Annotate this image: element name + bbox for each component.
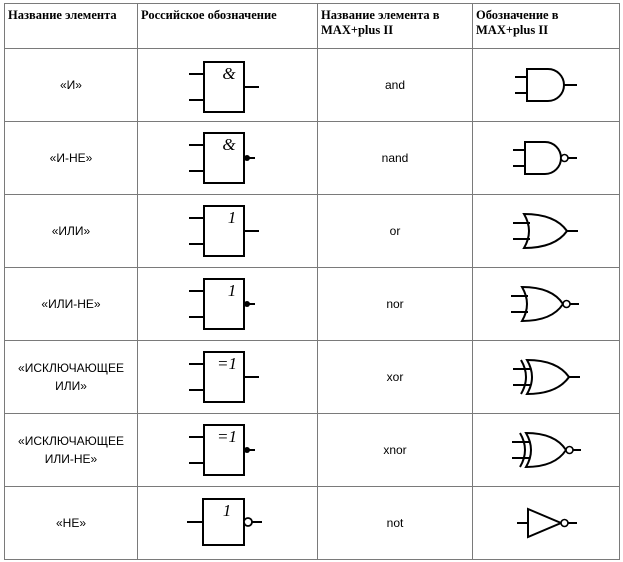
max-or-gate-icon — [501, 201, 591, 261]
element-name-xnor: «ИСКЛЮЧАЮЩЕЕ ИЛИ-НЕ» — [5, 414, 138, 487]
max-name-nor: nor — [318, 268, 473, 341]
russian-and-label: & — [221, 64, 236, 83]
table-row-nand — [5, 122, 620, 195]
element-name-nor: «ИЛИ-НЕ» — [5, 268, 138, 341]
max-symbol-cell-xor — [473, 341, 620, 414]
max-symbol-cell-nor — [473, 268, 620, 341]
russian-not-gate-icon — [183, 493, 273, 553]
russian-nand-label: & — [221, 135, 236, 154]
max-symbol-cell-or — [473, 195, 620, 268]
header-russian-symbol: Российское обозначение — [138, 4, 318, 49]
russian-symbol-cell-and — [138, 49, 318, 122]
russian-or-gate-icon — [183, 201, 273, 261]
max-name-nand: nand — [318, 122, 473, 195]
element-name-xor: «ИСКЛЮЧАЮЩЕЕ ИЛИ» — [5, 341, 138, 414]
russian-xor-label: =1 — [216, 354, 237, 373]
russian-and-gate-icon — [183, 55, 273, 115]
russian-symbol-cell-xnor — [138, 414, 318, 487]
max-xor-gate-icon — [501, 347, 591, 407]
max-not-gate-icon — [501, 493, 591, 553]
max-name-xor: xor — [318, 341, 473, 414]
table-row-nor — [5, 268, 620, 341]
element-name-not: «НЕ» — [5, 487, 138, 560]
russian-symbol-cell-or — [138, 195, 318, 268]
max-name-or: or — [318, 195, 473, 268]
russian-not-label: 1 — [222, 501, 231, 520]
russian-or-label: 1 — [227, 208, 236, 227]
header-max-name: Название элемента в MAX+plus II — [318, 4, 473, 49]
russian-nand-gate-icon — [183, 128, 273, 188]
table-row-xnor — [5, 414, 620, 487]
russian-symbol-cell-nand — [138, 122, 318, 195]
header-max-symbol: Обозначение в MAX+plus II — [473, 4, 620, 49]
max-name-and: and — [318, 49, 473, 122]
element-name-nand: «И-НЕ» — [5, 122, 138, 195]
max-name-xnor: xnor — [318, 414, 473, 487]
header-element-name: Название элемента — [5, 4, 138, 49]
max-nand-gate-icon — [501, 128, 591, 188]
max-symbol-cell-xnor — [473, 414, 620, 487]
max-nor-gate-icon — [501, 274, 591, 334]
russian-symbol-cell-xor — [138, 341, 318, 414]
table-row-not — [5, 487, 620, 560]
max-xnor-gate-icon — [501, 420, 591, 480]
russian-nor-gate-icon — [183, 274, 273, 334]
max-name-not: not — [318, 487, 473, 560]
russian-xor-gate-icon — [183, 347, 273, 407]
logic-gates-table — [4, 3, 620, 560]
russian-symbol-cell-not — [138, 487, 318, 560]
max-symbol-cell-nand — [473, 122, 620, 195]
table-row-and — [5, 49, 620, 122]
table-row-xor — [5, 341, 620, 414]
max-symbol-cell-not — [473, 487, 620, 560]
logic-gates-table-frame — [4, 3, 620, 560]
table-row-or — [5, 195, 620, 268]
russian-symbol-cell-nor — [138, 268, 318, 341]
table-header-row — [5, 4, 620, 49]
russian-xnor-gate-icon — [183, 420, 273, 480]
russian-xnor-label: =1 — [216, 427, 237, 446]
element-name-and: «И» — [5, 49, 138, 122]
max-symbol-cell-and — [473, 49, 620, 122]
max-and-gate-icon — [501, 55, 591, 115]
russian-nor-label: 1 — [227, 281, 236, 300]
element-name-or: «ИЛИ» — [5, 195, 138, 268]
